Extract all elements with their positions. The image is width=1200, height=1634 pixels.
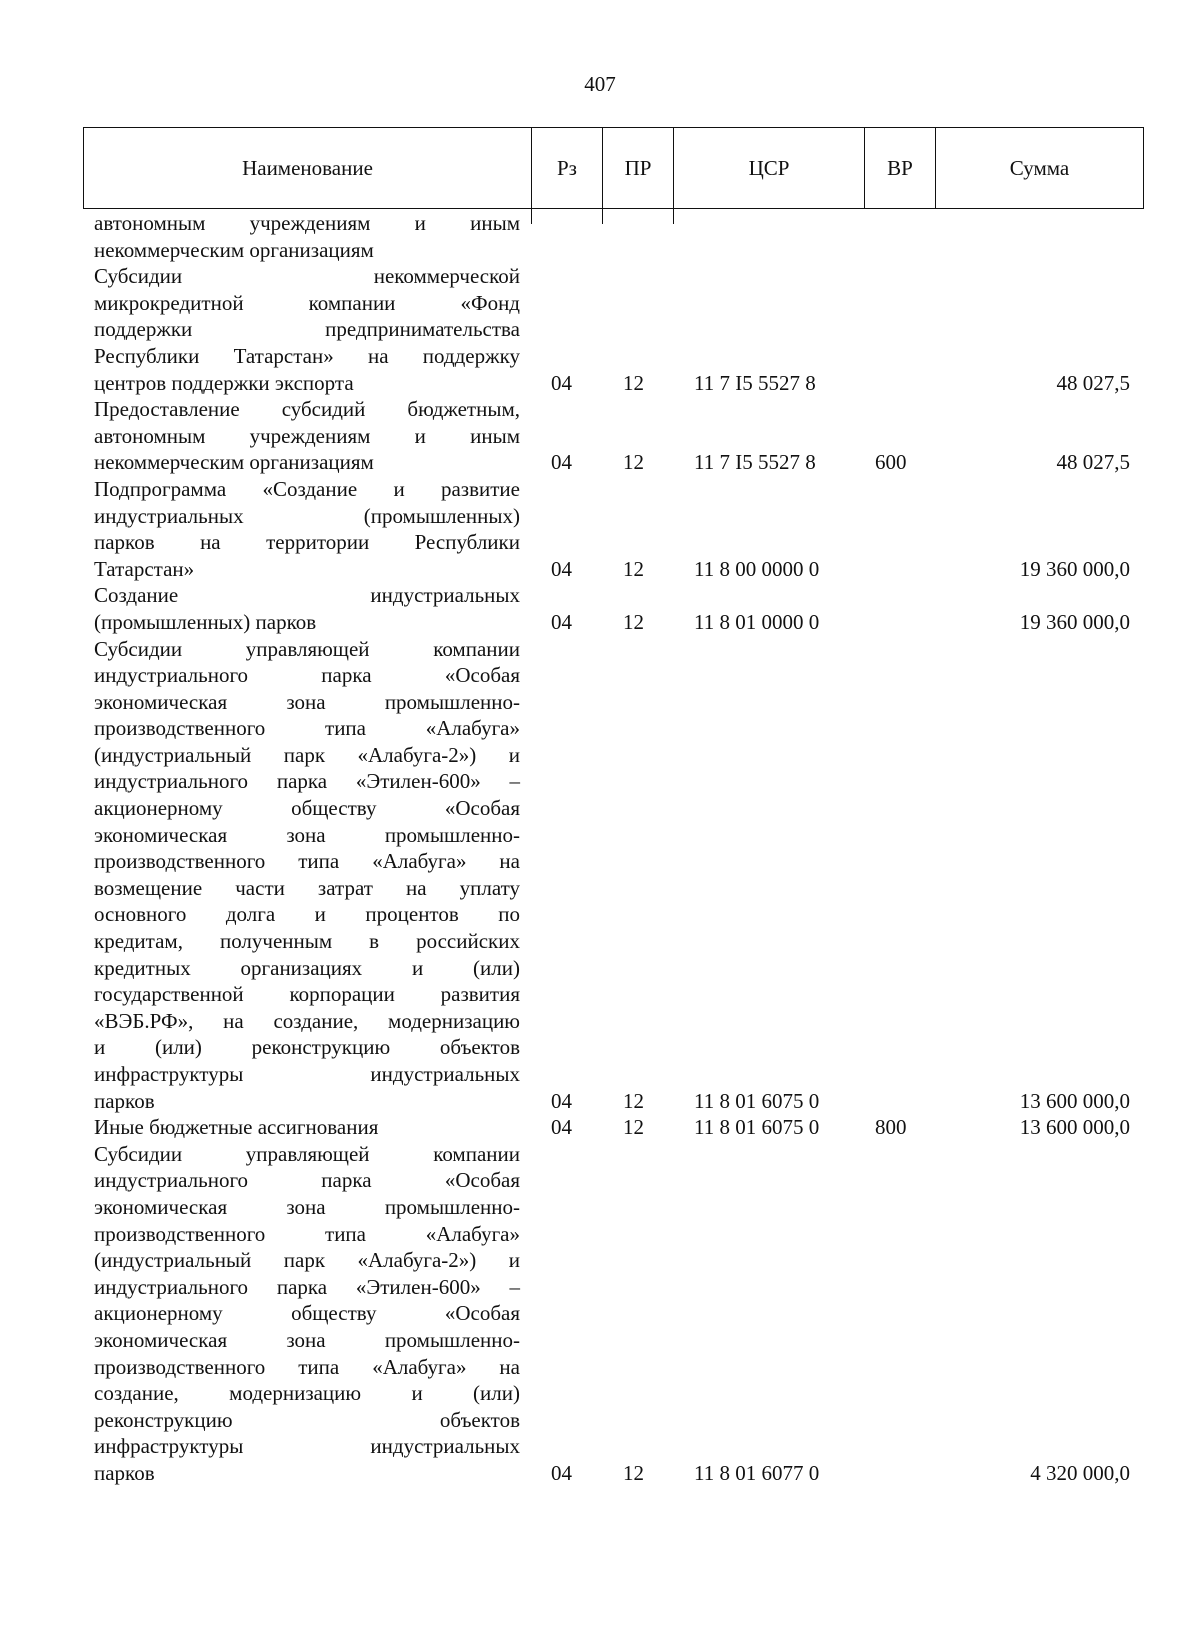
row-name-line: индустриальных (промышленных) bbox=[94, 503, 520, 528]
table-row bbox=[0, 582, 1200, 635]
row-rz: 04 bbox=[551, 1460, 572, 1485]
row-name-line: реконструкцию объектов bbox=[94, 1407, 520, 1432]
table-row bbox=[0, 636, 1200, 1115]
row-name-line: парков bbox=[94, 1088, 155, 1113]
row-sum: 13 600 000,0 bbox=[1019, 1088, 1130, 1113]
row-pr: 12 bbox=[623, 1460, 644, 1485]
row-name-line: инфраструктуры индустриальных bbox=[94, 1434, 520, 1459]
row-name-line: производственного типа «Алабуга» на bbox=[94, 1354, 520, 1379]
row-name-line: (индустриальный парк «Алабуга-2») и bbox=[94, 1248, 520, 1273]
row-name-line: Создание индустриальных bbox=[94, 583, 520, 608]
row-name-line: экономическая зона промышленно- bbox=[94, 1194, 520, 1219]
row-name-line: Субсидии некоммерческой bbox=[94, 264, 520, 289]
row-sum: 19 360 000,0 bbox=[1019, 556, 1130, 581]
row-values bbox=[0, 556, 1200, 583]
row-name-line: «ВЭБ.РФ», на создание, модернизацию bbox=[94, 1008, 520, 1033]
row-name-line: инфраструктуры индустриальных bbox=[94, 1062, 520, 1086]
row-csr: 11 7 I5 5527 8 bbox=[694, 450, 816, 475]
row-values bbox=[0, 370, 1200, 397]
table-row bbox=[0, 476, 1200, 582]
row-sum: 4 320 000,0 bbox=[1030, 1460, 1130, 1485]
row-name-line: центров поддержки экспорта bbox=[94, 370, 354, 395]
row-pr: 12 bbox=[623, 556, 644, 581]
row-name-line: Субсидии управляющей компании bbox=[94, 636, 520, 661]
row-values bbox=[0, 449, 1200, 476]
row-csr: 11 8 01 0000 0 bbox=[694, 609, 820, 634]
row-name-line: индустриального парка «Этилен-600» – bbox=[94, 1274, 520, 1299]
row-pr: 12 bbox=[623, 1088, 644, 1113]
row-csr: 11 8 01 6077 0 bbox=[694, 1460, 820, 1485]
row-csr: 11 8 01 6075 0 bbox=[694, 1115, 820, 1140]
row-name-line: индустриального парка «Особая bbox=[94, 1168, 520, 1193]
row-name-line: индустриального парка «Этилен-600» – bbox=[94, 769, 520, 794]
row-name-line: экономическая зона промышленно- bbox=[94, 822, 520, 847]
row-vr: 600 bbox=[875, 450, 907, 475]
row-name-line: автономным учреждениям и иным bbox=[94, 211, 520, 235]
table-header bbox=[83, 127, 1144, 209]
row-values bbox=[0, 1460, 1200, 1487]
row-name-line: индустриального парка «Особая bbox=[94, 663, 520, 688]
header-name: Наименование bbox=[84, 128, 532, 208]
row-pr: 12 bbox=[623, 1115, 644, 1140]
row-rz: 04 bbox=[551, 1088, 572, 1113]
row-name-line: (индустриальный парк «Алабуга-2») и bbox=[94, 742, 520, 767]
row-values bbox=[0, 237, 1200, 264]
row-sum: 13 600 000,0 bbox=[1019, 1115, 1130, 1140]
header-vr: ВР bbox=[865, 128, 936, 208]
row-name-line: поддержки предпринимательства bbox=[94, 317, 520, 342]
row-name-line: создание, модернизацию и (или) bbox=[94, 1381, 520, 1406]
row-sum: 48 027,5 bbox=[1056, 450, 1130, 475]
row-csr: 11 8 01 6075 0 bbox=[694, 1088, 820, 1113]
row-values bbox=[0, 609, 1200, 636]
row-rz: 04 bbox=[551, 609, 572, 634]
row-name-line: производственного типа «Алабуга» bbox=[94, 1221, 520, 1246]
row-rz: 04 bbox=[551, 556, 572, 581]
table-row bbox=[0, 263, 1200, 396]
row-values bbox=[0, 1088, 1200, 1115]
row-name-line: парков bbox=[94, 1460, 155, 1485]
row-values bbox=[0, 1114, 1200, 1141]
row-name-line: Предоставление субсидий бюджетным, bbox=[94, 397, 520, 422]
row-name-line: автономным учреждениям и иным bbox=[94, 423, 520, 448]
header-rz: Рз bbox=[532, 128, 603, 208]
row-name-line: кредитных организациях и (или) bbox=[94, 955, 520, 980]
row-rz: 04 bbox=[551, 1115, 572, 1140]
row-pr: 12 bbox=[623, 370, 644, 395]
table-row bbox=[0, 1114, 1200, 1141]
row-name-line: экономическая зона промышленно- bbox=[94, 1327, 520, 1352]
page-number: 407 bbox=[584, 72, 616, 96]
row-name-line: акционерному обществу «Особая bbox=[94, 796, 520, 821]
row-name-line: Иные бюджетные ассигнования bbox=[94, 1115, 379, 1140]
row-sum: 19 360 000,0 bbox=[1019, 609, 1130, 634]
row-name-line: и (или) реконструкцию объектов bbox=[94, 1035, 520, 1060]
row-csr: 11 8 00 0000 0 bbox=[694, 556, 820, 581]
row-name bbox=[94, 636, 520, 1115]
row-name-line: Республики Татарстан» на поддержку bbox=[94, 343, 520, 368]
table-row bbox=[0, 396, 1200, 476]
header-csr: ЦСР bbox=[674, 128, 865, 208]
row-name-line: Подпрограмма «Создание и развитие bbox=[94, 476, 520, 501]
row-name-line: микрокредитной компании «Фонд bbox=[94, 290, 520, 315]
row-name-line: Субсидии управляющей компании bbox=[94, 1141, 520, 1166]
row-rz: 04 bbox=[551, 370, 572, 395]
table-body bbox=[0, 210, 1200, 1487]
row-name-line: некоммерческим организациям bbox=[94, 450, 374, 475]
row-name-line: парков на территории Республики bbox=[94, 530, 520, 555]
row-name-line: производственного типа «Алабуга» bbox=[94, 716, 520, 741]
row-name-line: экономическая зона промышленно- bbox=[94, 689, 520, 714]
row-pr: 12 bbox=[623, 609, 644, 634]
row-name-line: государственной корпорации развития bbox=[94, 982, 520, 1007]
row-vr: 800 bbox=[875, 1115, 907, 1140]
row-name bbox=[94, 1141, 520, 1487]
row-name-line: производственного типа «Алабуга» на bbox=[94, 849, 520, 874]
row-csr: 11 7 I5 5527 8 bbox=[694, 370, 816, 395]
header-sum: Сумма bbox=[1009, 155, 1070, 180]
row-pr: 12 bbox=[623, 450, 644, 475]
row-name-line: кредитам, полученным в российских bbox=[94, 929, 520, 954]
table-row bbox=[0, 1141, 1200, 1487]
row-name-line: Татарстан» bbox=[94, 556, 195, 581]
row-rz: 04 bbox=[551, 450, 572, 475]
row-name-line: основного долга и процентов по bbox=[94, 902, 520, 927]
row-sum: 48 027,5 bbox=[1056, 370, 1130, 395]
row-name-line: (промышленных) парков bbox=[94, 609, 317, 634]
row-name-line: акционерному обществу «Особая bbox=[94, 1301, 520, 1326]
header-pr: ПР bbox=[603, 128, 674, 208]
table-row bbox=[0, 210, 1200, 263]
row-name-line: возмещение части затрат на уплату bbox=[94, 875, 520, 900]
row-name-line: некоммерческим организациям bbox=[94, 237, 374, 262]
